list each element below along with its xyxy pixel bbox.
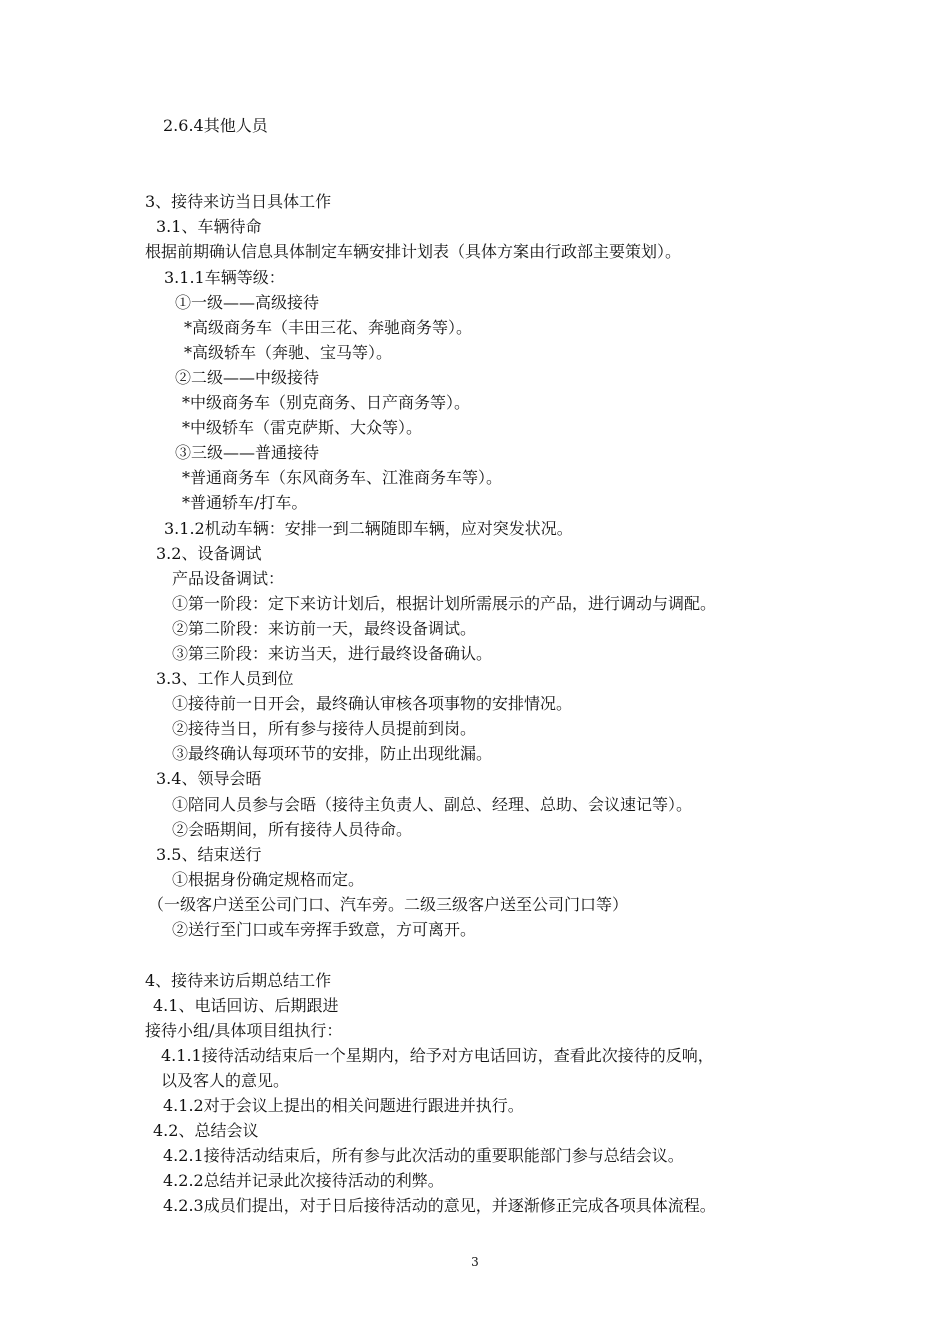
level-three: ③三级——普通接待 (175, 443, 320, 462)
item-4-1-2: 4.1.2对于会议上提出的相关问题进行跟进并执行。 (163, 1096, 524, 1115)
staff-item-three: ③最终确认每项环节的安排，防止出现纰漏。 (172, 744, 493, 763)
paragraph-vehicle-plan: 根据前期确认信息具体制定车辆安排计划表（具体方案由行政部主要策划）。 (145, 242, 682, 261)
level-one-mpv: *高级商务车（丰田三花、奔驰商务等）。 (184, 318, 473, 337)
farewell-item-one: ①根据身份确定规格而定。 (172, 870, 365, 889)
level-three-sedan: *普通轿车/打车。 (182, 493, 308, 512)
item-3-1-1: 3.1.1车辆等级： (164, 268, 285, 287)
level-three-mpv: *普通商务车（东风商务车、江淮商务车等）。 (182, 468, 503, 487)
subheading-3-4: 3.4、领导会晤 (156, 769, 262, 788)
section-heading-3: 3、接待来访当日具体工作 (145, 192, 332, 211)
subheading-4-2: 4.2、总结会议 (153, 1121, 259, 1140)
item-4-2-2: 4.2.2总结并记录此次接待活动的利弊。 (163, 1171, 444, 1190)
level-one-sedan: *高级轿车（奔驰、宝马等）。 (184, 343, 393, 362)
stage-three: ③第三阶段：来访当天，进行最终设备确认。 (172, 644, 493, 663)
level-two: ②二级——中级接待 (175, 368, 320, 387)
farewell-item-two: ②送行至门口或车旁挥手致意，方可离开。 (172, 920, 477, 939)
meeting-item-one: ①陪同人员参与会晤（接待主负责人、副总、经理、总助、会议速记等）。 (172, 795, 693, 814)
page-number: 3 (471, 1255, 479, 1269)
stage-one: ①第一阶段：定下来访计划后，根据计划所需展示的产品，进行调动与调配。 (172, 594, 717, 613)
staff-item-two: ②接待当日，所有参与接待人员提前到岗。 (172, 719, 477, 738)
subheading-3-5: 3.5、结束送行 (156, 845, 262, 864)
item-4-2-3: 4.2.3成员们提出，对于日后接待活动的意见，并逐渐修正完成各项具体流程。 (163, 1196, 716, 1215)
item-4-1-1: 4.1.1接待活动结束后一个星期内，给予对方电话回访，查看此次接待的反响， (161, 1046, 714, 1065)
followup-executor: 接待小组/具体项目组执行： (145, 1021, 343, 1040)
item-4-1-1-continued: 以及客人的意见。 (161, 1071, 290, 1090)
level-two-mpv: *中级商务车（别克商务、日产商务等）。 (182, 393, 471, 412)
item-3-1-2: 3.1.2机动车辆：安排一到二辆随即车辆，应对突发状况。 (164, 519, 573, 538)
subheading-3-3: 3.3、工作人员到位 (156, 669, 294, 688)
level-one: ①一级——高级接待 (175, 293, 320, 312)
staff-item-one: ①接待前一日开会，最终确认审核各项事物的安排情况。 (172, 694, 573, 713)
level-two-sedan: *中级轿车（雷克萨斯、大众等）。 (182, 418, 423, 437)
farewell-note: （一级客户送至公司门口、汽车旁。二级三级客户送至公司门口等） (148, 895, 629, 914)
subheading-4-1: 4.1、电话回访、后期跟进 (153, 996, 339, 1015)
meeting-item-two: ②会晤期间，所有接待人员待命。 (172, 820, 413, 839)
stage-two: ②第二阶段：来访前一天，最终设备调试。 (172, 619, 477, 638)
item-4-2-1: 4.2.1接待活动结束后，所有参与此次活动的重要职能部门参与总结会议。 (163, 1146, 684, 1165)
subheading-3-2: 3.2、设备调试 (156, 544, 262, 563)
heading-2-6-4: 2.6.4其他人员 (163, 116, 268, 135)
section-heading-4: 4、接待来访后期总结工作 (145, 971, 332, 990)
subheading-3-1: 3.1、车辆待命 (156, 217, 262, 236)
equipment-testing-label: 产品设备调试： (172, 569, 285, 588)
